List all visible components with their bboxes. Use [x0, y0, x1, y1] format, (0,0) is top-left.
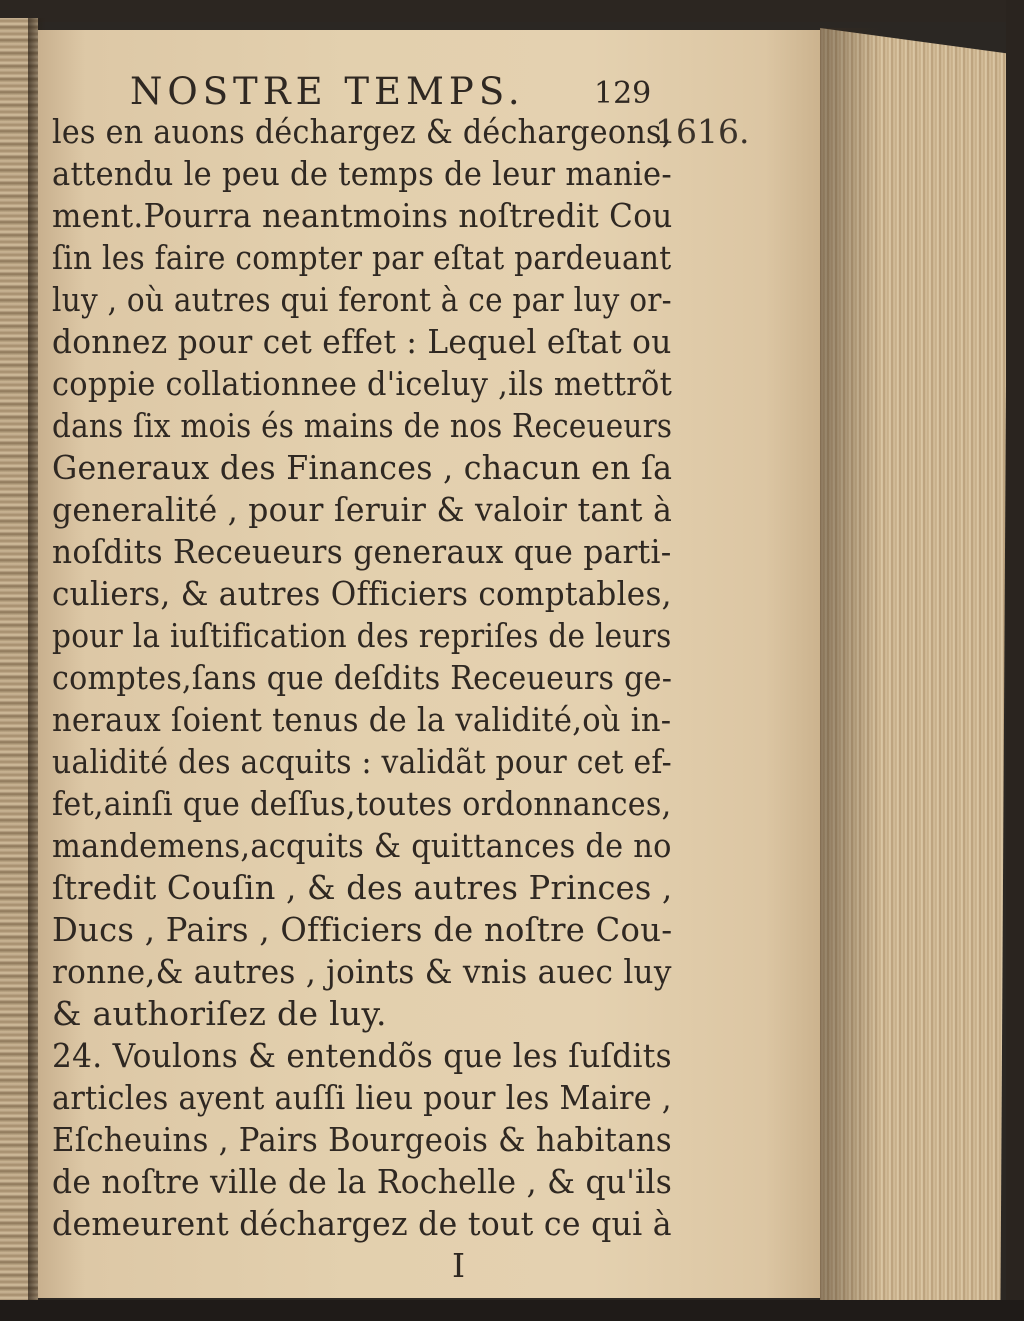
- body-line: ſin les faire compter par eſtat pardeuant: [52, 238, 672, 277]
- body-line: coppie collationnee d'iceluy ,ils mettrõt: [52, 364, 673, 403]
- body-line: attendu le peu de temps de leur manie-: [52, 154, 672, 193]
- body-line: & authoriſez de luy.: [52, 994, 387, 1033]
- body-line: noſdits Receueurs generaux que parti-: [52, 532, 672, 571]
- bottom-shadow: [0, 1300, 1024, 1321]
- body-line: articles ayent auſſi lieu pour les Maire ,: [52, 1078, 672, 1117]
- body-line: pour la iuſtification des repriſes de leurs: [52, 616, 672, 655]
- body-line: les en auons déchargez & déchargeons,: [52, 112, 672, 151]
- running-head: NOSTRE TEMPS.: [130, 70, 525, 113]
- signature-mark: I: [452, 1246, 466, 1285]
- body-line: Ducs , Pairs , Officiers de noſtre Cou-: [52, 910, 673, 949]
- body-line: ſtredit Couſin , & des autres Princes ,: [52, 868, 673, 907]
- body-line: mandemens,acquits & quittances de no: [52, 826, 672, 865]
- cover-edge: [1006, 0, 1024, 1321]
- folio-number: 129: [594, 76, 652, 111]
- body-line: dans ſix mois és mains de nos Receueurs: [52, 406, 673, 445]
- body-line: demeurent déchargez de tout ce qui à: [52, 1204, 672, 1243]
- body-line: ronne,& autres , joints & vnis auec luy: [52, 952, 672, 991]
- body-line: Eſcheuins , Pairs Bourgeois & habitans: [52, 1120, 672, 1159]
- body-line: culiers, & autres Officiers comptables,: [52, 574, 672, 613]
- body-line: donnez pour cet effet : Lequel eſtat ou: [52, 322, 672, 361]
- fore-edge-shade: [820, 28, 880, 1300]
- body-line: Generaux des Finances , chacun en ſa: [52, 448, 673, 487]
- body-line: comptes,ſans que deſdits Receueurs ge-: [52, 658, 673, 697]
- top-shadow: [0, 0, 1024, 22]
- body-line: de noſtre ville de la Rochelle , & qu'ils: [52, 1162, 673, 1201]
- body-line: luy , où autres qui feront à ce par luy or-: [52, 280, 672, 319]
- margin-date: 1616.: [655, 112, 750, 151]
- body-line: ualidité des acquits : validãt pour cet ef-: [52, 742, 672, 781]
- body-line: 24. Voulons & entendõs que les ſuſdits: [52, 1036, 672, 1075]
- body-line: ment.Pourra neantmoins noſtredit Cou: [52, 196, 673, 235]
- body-line: generalité , pour ſeruir & valoir tant à: [52, 490, 673, 529]
- body-line: fet,ainſi que deſſus,toutes ordonnances,: [52, 784, 672, 823]
- body-line: neraux ſoient tenus de la validité,où in-: [52, 700, 672, 739]
